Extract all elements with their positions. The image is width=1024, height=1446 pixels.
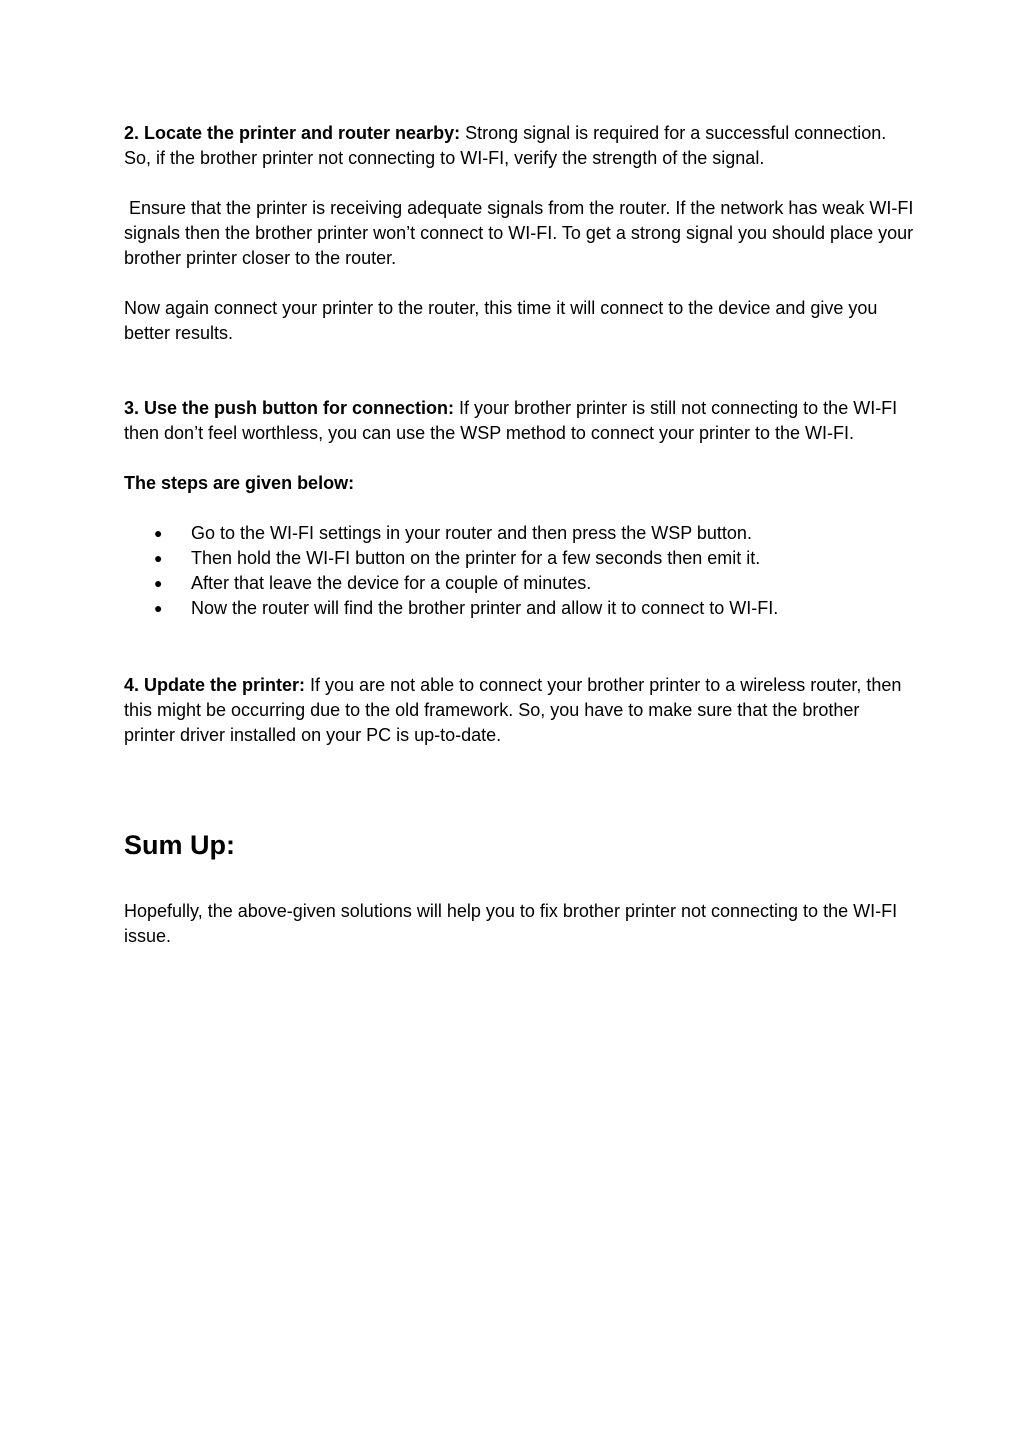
list-item: [124, 571, 914, 596]
list-item: [124, 521, 914, 546]
section-2-paragraph-3: Now again connect your printer to the router, this time it will connect to the device and give you better results.: [124, 298, 878, 343]
bullet-icon: ●: [154, 525, 163, 541]
section-2-text: Strong signal is required for a successful connection. So, if the brother printer not connecting to WI-FI, verify the strength of the signal.: [124, 123, 887, 168]
section-3-paragraph: [124, 396, 914, 446]
sum-up-heading: Sum Up:: [124, 830, 235, 860]
section-3-heading: 3. Use the push button for connection:: [124, 398, 454, 418]
bullet-icon: ●: [154, 600, 163, 616]
step-text: Go to the WI-FI settings in your router and then press the WSP button.: [191, 523, 752, 543]
section-2-paragraph-2: Ensure that the printer is receiving adequate signals from the router. If the network has weak WI-FI signals then the brother printer won’t connect to WI-FI. To get a strong signal you should place your brother printer closer to the router.: [124, 198, 919, 268]
step-text: Then hold the WI-FI button on the printer for a few seconds then emit it.: [191, 548, 761, 568]
document-page: [124, 121, 919, 949]
bullet-icon: ●: [154, 550, 163, 566]
bullet-icon: ●: [154, 575, 163, 591]
sum-up-paragraph: Hopefully, the above-given solutions will help you to fix brother printer not connecting to the WI-FI issue.: [124, 901, 898, 946]
step-text: After that leave the device for a couple of minutes.: [191, 573, 592, 593]
steps-list: [124, 521, 914, 621]
section-2-heading: 2. Locate the printer and router nearby:: [124, 123, 461, 143]
step-text: Now the router will find the brother printer and allow it to connect to WI-FI.: [191, 598, 779, 618]
list-item: [124, 546, 914, 571]
section-4-text: If you are not able to connect your brother printer to a wireless router, then this might be occurring due to the old framework. So, you have to make sure that the brother printer driver installed on your PC is up-to-date.: [124, 675, 902, 745]
section-4-paragraph: [124, 673, 914, 748]
list-item: [124, 596, 914, 621]
section-4-heading: 4. Update the printer:: [124, 675, 306, 695]
section-3-text: If your brother printer is still not connecting to the WI-FI then don’t feel worthless, you can use the WSP method to connect your printer to the WI-FI.: [124, 398, 898, 443]
steps-heading: The steps are given below:: [124, 473, 355, 493]
section-2-paragraph: [124, 121, 914, 171]
